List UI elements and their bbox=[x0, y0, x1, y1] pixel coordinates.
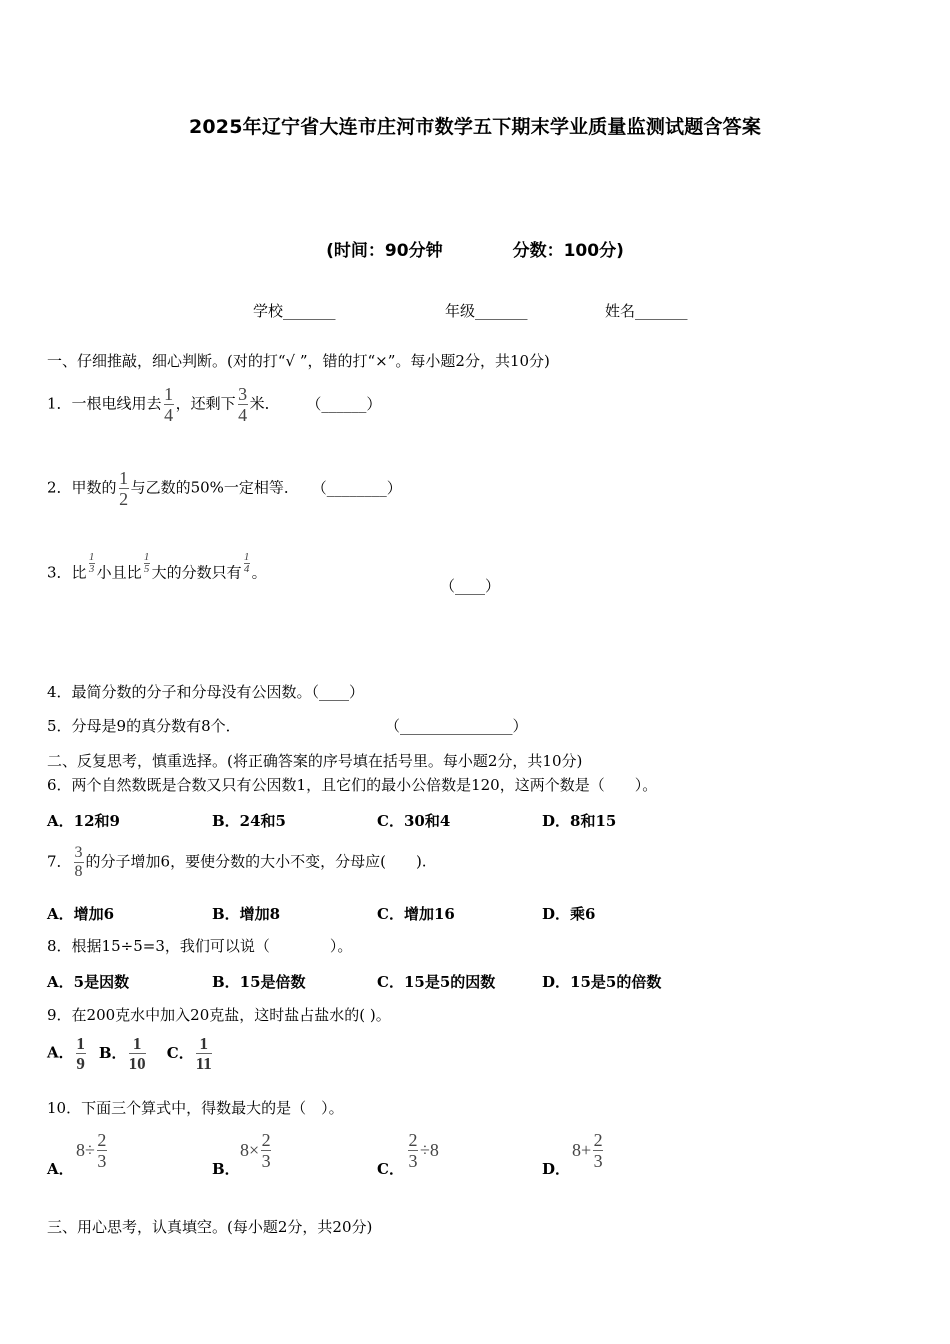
q9-a-den: 9 bbox=[76, 1054, 85, 1073]
question-6 bbox=[47, 775, 657, 795]
q1-text-c: 米． bbox=[249, 394, 280, 413]
q3-f2-num: 1 bbox=[143, 551, 150, 563]
question-9 bbox=[47, 1005, 391, 1025]
q8-option-a[interactable]: A．5是因数 bbox=[47, 973, 130, 991]
q3-text-a: 比 bbox=[71, 563, 87, 582]
q2-text-b: 与乙数的50%一定相等． bbox=[130, 478, 299, 497]
q2-f-den: 2 bbox=[119, 489, 129, 509]
question-5 bbox=[47, 716, 241, 736]
q10-text: 下面三个算式中，得数最大的是（ ）。 bbox=[81, 1099, 344, 1117]
q8-option-b[interactable]: B．15是倍数 bbox=[212, 973, 306, 991]
q6-option-b[interactable]: B．24和5 bbox=[212, 812, 286, 830]
question-7 bbox=[47, 844, 427, 881]
q10-d-den: 3 bbox=[593, 1151, 603, 1171]
q7-option-d[interactable]: D．乘6 bbox=[542, 905, 596, 923]
q10-option-c-label[interactable]: C． bbox=[377, 1160, 404, 1178]
q6-option-c[interactable]: C．30和4 bbox=[377, 812, 451, 830]
q10-d-plus: + bbox=[581, 1140, 592, 1160]
q10-b-eight: 8 bbox=[240, 1140, 249, 1160]
q10-option-d-expression[interactable] bbox=[572, 1130, 605, 1171]
exam-time: (时间：90分钟 bbox=[326, 241, 443, 261]
q3-text-b: 小且比 bbox=[96, 563, 142, 582]
q1-f1-den: 4 bbox=[164, 405, 174, 425]
q10-option-a-label[interactable]: A． bbox=[47, 1160, 74, 1178]
school-field[interactable]: 学校_______ bbox=[253, 302, 336, 320]
q9-c-den: 11 bbox=[195, 1054, 212, 1073]
q9-b-den: 10 bbox=[128, 1054, 146, 1073]
q10-a-div: ÷ bbox=[85, 1140, 95, 1160]
q1-answer-blank[interactable]: （______） bbox=[306, 394, 382, 413]
time-score-line bbox=[0, 236, 950, 261]
page-title: 2025年辽宁省大连市庄河市数学五下期末学业质量监测试题含答案 bbox=[188, 116, 762, 138]
q4-text: 最简分数的分子和分母没有公因数。（____） bbox=[71, 683, 365, 701]
q10-number: 10． bbox=[47, 1099, 82, 1117]
q9-option-b-fraction[interactable] bbox=[129, 1034, 146, 1073]
q10-option-b-expression[interactable] bbox=[240, 1130, 273, 1171]
q7-option-a[interactable]: A．增加6 bbox=[47, 905, 115, 923]
q3-f1-num: 1 bbox=[88, 551, 95, 563]
q1-f2-num: 3 bbox=[238, 384, 248, 404]
q8-option-d[interactable]: D．15是5的倍数 bbox=[542, 973, 662, 991]
q5-text: 分母是9的真分数有8个． bbox=[71, 717, 241, 735]
q9-number: 9． bbox=[47, 1006, 72, 1024]
question-3 bbox=[47, 551, 267, 585]
q2-f-num: 1 bbox=[119, 468, 129, 488]
q1-fraction-2 bbox=[238, 384, 248, 425]
q9-a-num: 1 bbox=[76, 1034, 85, 1053]
q10-option-c-expression[interactable] bbox=[406, 1130, 439, 1171]
q10-d-eight: 8 bbox=[572, 1140, 581, 1160]
q10-c-eight: 8 bbox=[429, 1140, 439, 1160]
q1-text-b: ，还剩下 bbox=[175, 394, 236, 413]
q2-answer-blank[interactable]: （________） bbox=[311, 478, 402, 497]
q9-option-a-fraction[interactable] bbox=[76, 1034, 86, 1073]
q7-number: 7． bbox=[47, 852, 72, 871]
section-1-heading: 一、仔细推敲，细心判断。(对的打“√ ”，错的打“×”。每小题2分，共10分) bbox=[47, 352, 550, 370]
q10-c-fraction bbox=[408, 1130, 418, 1171]
question-1 bbox=[47, 384, 381, 425]
question-8 bbox=[47, 936, 352, 956]
q9-option-c-fraction[interactable] bbox=[196, 1034, 212, 1073]
q1-number: 1． bbox=[47, 394, 72, 413]
q9-options bbox=[47, 1034, 214, 1073]
q10-b-den: 3 bbox=[261, 1151, 271, 1171]
q1-text-a: 一根电线用去 bbox=[71, 394, 162, 413]
q3-text-d: 。 bbox=[251, 563, 267, 582]
q3-f1-den: 3 bbox=[88, 563, 95, 575]
q7-fraction bbox=[74, 844, 84, 881]
q6-number: 6． bbox=[47, 776, 72, 794]
q10-b-fraction bbox=[261, 1130, 271, 1171]
q8-number: 8． bbox=[47, 937, 72, 955]
q7-f-den: 8 bbox=[74, 863, 83, 880]
name-field[interactable]: 姓名_______ bbox=[605, 302, 688, 320]
q10-a-num: 2 bbox=[97, 1130, 107, 1150]
q1-fraction-1 bbox=[164, 384, 174, 425]
q3-text-c: 大的分数只有 bbox=[151, 563, 242, 582]
q9-option-c-label[interactable]: C． bbox=[166, 1043, 194, 1062]
q3-fraction-3 bbox=[244, 552, 250, 575]
q9-option-b-label[interactable]: B． bbox=[98, 1043, 127, 1062]
q10-d-fraction bbox=[593, 1130, 603, 1171]
q9-text: 在200克水中加入20克盐，这时盐占盐水的( )。 bbox=[71, 1006, 391, 1024]
q10-a-fraction bbox=[97, 1130, 107, 1171]
q3-answer-blank[interactable]: （____） bbox=[440, 577, 501, 595]
q2-number: 2． bbox=[47, 478, 72, 497]
q7-option-c[interactable]: C．增加16 bbox=[377, 905, 455, 923]
q8-option-c[interactable]: C．15是5的因数 bbox=[377, 973, 496, 991]
q6-option-d[interactable]: D．8和15 bbox=[542, 812, 617, 830]
q10-b-mul: × bbox=[249, 1140, 260, 1160]
q5-number: 5． bbox=[47, 717, 72, 735]
q1-f1-num: 1 bbox=[164, 384, 174, 404]
q3-f2-den: 5 bbox=[143, 563, 150, 575]
q7-f-num: 3 bbox=[74, 844, 83, 861]
question-10 bbox=[47, 1098, 344, 1118]
q2-text-a: 甲数的 bbox=[71, 478, 117, 497]
q8-text: 根据15÷5=3，我们可以说（ ）。 bbox=[71, 937, 353, 955]
q2-fraction bbox=[119, 468, 129, 509]
q10-option-d-label[interactable]: D． bbox=[542, 1160, 571, 1178]
question-4 bbox=[47, 682, 364, 702]
q3-fraction-1 bbox=[89, 552, 95, 575]
q10-c-num: 2 bbox=[408, 1130, 418, 1150]
q6-option-a[interactable]: A．12和9 bbox=[47, 812, 120, 830]
q3-number: 3． bbox=[47, 563, 72, 582]
q10-d-num: 2 bbox=[593, 1130, 603, 1150]
exam-score: 分数：100分) bbox=[512, 241, 624, 261]
q10-b-num: 2 bbox=[261, 1130, 271, 1150]
q9-b-num: 1 bbox=[132, 1034, 142, 1053]
q3-fraction-2 bbox=[144, 552, 150, 575]
q7-text: 的分子增加6，要使分数的大小不变，分母应( ). bbox=[85, 852, 427, 871]
q3-f3-den: 4 bbox=[243, 563, 250, 575]
q9-option-a-label[interactable]: A． bbox=[47, 1043, 74, 1062]
grade-field[interactable]: 年级_______ bbox=[445, 302, 528, 320]
q6-text: 两个自然数既是合数又只有公因数1，且它们的最小公倍数是120，这两个数是（ ）。 bbox=[71, 776, 658, 794]
q9-c-num: 1 bbox=[199, 1034, 209, 1053]
q10-option-b-label[interactable]: B． bbox=[212, 1160, 240, 1178]
q7-option-b[interactable]: B．增加8 bbox=[212, 905, 281, 923]
question-2 bbox=[47, 468, 402, 509]
section-3-heading: 三、用心思考，认真填空。(每小题2分，共20分) bbox=[47, 1218, 373, 1236]
q10-c-den: 3 bbox=[408, 1151, 418, 1171]
section-2-heading: 二、反复思考，慎重选择。(将正确答案的序号填在括号里。每小题2分，共10分) bbox=[47, 752, 583, 770]
q5-answer-blank[interactable]: （_______________） bbox=[385, 717, 528, 735]
q10-option-a-expression[interactable] bbox=[76, 1130, 109, 1171]
q4-number: 4． bbox=[47, 683, 72, 701]
q10-a-eight: 8 bbox=[76, 1140, 85, 1160]
q3-f3-num: 1 bbox=[243, 551, 250, 563]
q10-c-div: ÷ bbox=[420, 1140, 430, 1160]
q10-a-den: 3 bbox=[97, 1151, 107, 1171]
q1-f2-den: 4 bbox=[238, 405, 248, 425]
